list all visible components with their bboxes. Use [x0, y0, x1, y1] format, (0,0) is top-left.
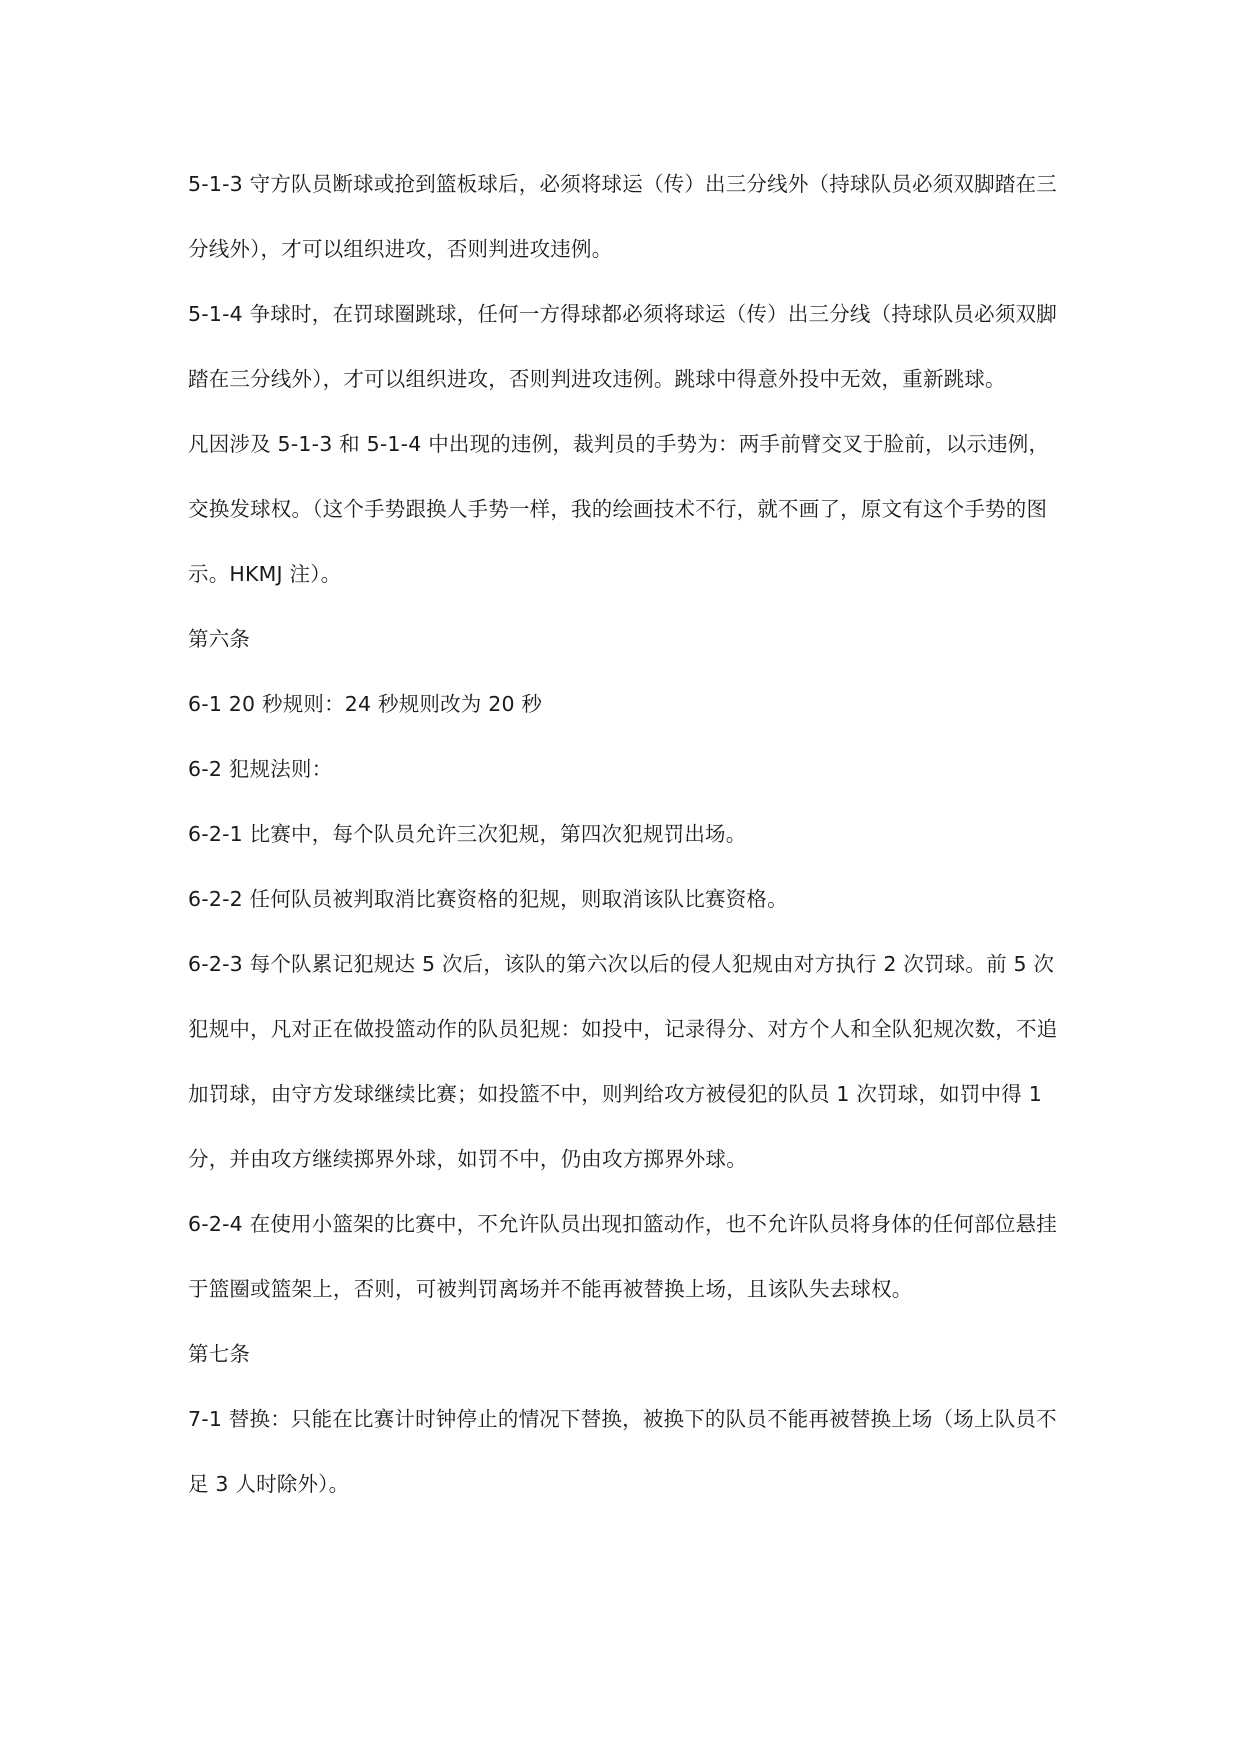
paragraph-6-2-1: 6-2-1 比赛中，每个队员允许三次犯规，第四次犯规罚出场。: [188, 822, 747, 846]
paragraph-violation-signal: 凡因涉及 5-1-3 和 5-1-4 中出现的违例，裁判员的手势为：两手前臂交叉于脸前，以示违例，交换发球权。（这个手势跟换人手势一样，我的绘画技术不行，就不画了，原文有这个手势的图示。HKMJ 注）。: [188, 432, 1050, 586]
document-body: [188, 152, 1058, 1517]
paragraph-5-1-4: 5-1-4 争球时，在罚球圈跳球，任何一方得球都必须将球运（传）出三分线（持球队员必须双脚踏在三分线外），才可以组织进攻，否则判进攻违例。跳球中得意外投中无效，重新跳球。: [188, 302, 1057, 391]
paragraph-6-2-2: 6-2-2 任何队员被判取消比赛资格的犯规，则取消该队比赛资格。: [188, 887, 788, 911]
paragraph-6-2-4: 6-2-4 在使用小篮架的比赛中，不允许队员出现扣篮动作，也不允许队员将身体的任何部位悬挂于篮圈或篮架上，否则，可被判罚离场并不能再被替换上场，且该队失去球权。: [188, 1212, 1057, 1301]
section-heading-article-6: 第六条: [188, 627, 251, 651]
section-heading-article-7: 第七条: [188, 1342, 251, 1366]
paragraph-7-1: 7-1 替换：只能在比赛计时钟停止的情况下替换，被换下的队员不能再被替换上场（场上队员不足 3 人时除外）。: [188, 1407, 1057, 1496]
paragraph-5-1-3: 5-1-3 守方队员断球或抢到篮板球后，必须将球运（传）出三分线外（持球队员必须双脚踏在三分线外），才可以组织进攻，否则判进攻违例。: [188, 172, 1057, 261]
paragraph-6-1: 6-1 20 秒规则：24 秒规则改为 20 秒: [188, 692, 543, 716]
paragraph-6-2-3: 6-2-3 每个队累记犯规达 5 次后，该队的第六次以后的侵人犯规由对方执行 2 次罚球。前 5 次犯规中，凡对正在做投篮动作的队员犯规：如投中，记录得分、对方个人和全队犯规次数，不追加罚球，由守方发球继续比赛；如投篮不中，则判给攻方被侵犯的队员 1 次罚球，如罚中得 1 分，并由攻方继续掷界外球，如罚不中，仍由攻方掷界外球。: [188, 952, 1058, 1171]
paragraph-6-2: 6-2 犯规法则：: [188, 757, 333, 781]
